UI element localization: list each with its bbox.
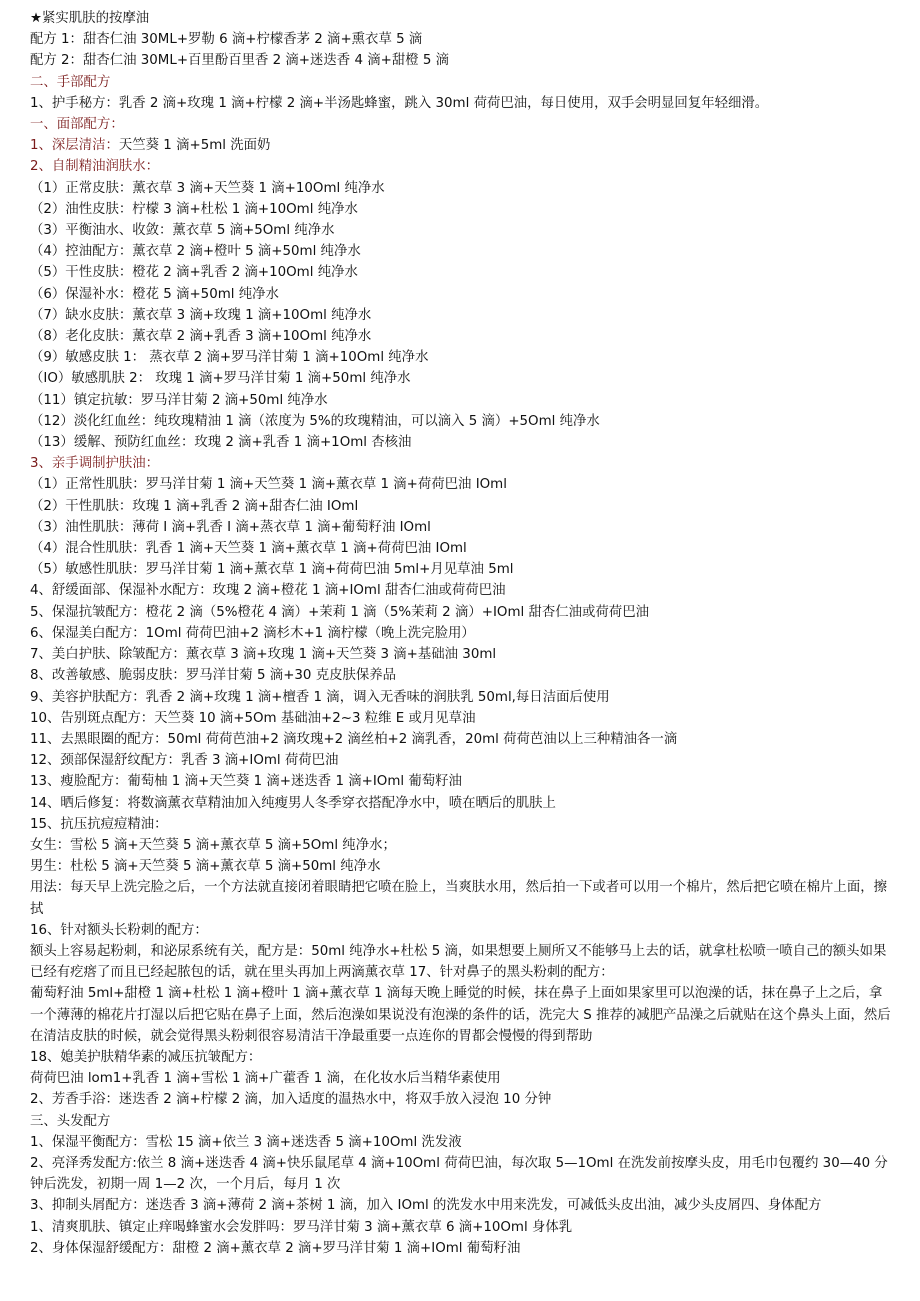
text-line bbox=[30, 29, 892, 50]
text-line bbox=[30, 305, 892, 326]
line-text: （5）敏感性肌肤：罗马洋甘菊 1 滴+薰衣草 1 滴+荷荷巴油 5ml+月见草油 5ml bbox=[30, 562, 514, 578]
text-line bbox=[30, 1068, 892, 1089]
text-line bbox=[30, 771, 892, 792]
text-line bbox=[30, 1089, 892, 1110]
line-text: （5）干性皮肤：橙花 2 滴+乳香 2 滴+10Oml 纯净水 bbox=[30, 265, 358, 281]
text-line bbox=[30, 559, 892, 580]
text-line bbox=[30, 50, 892, 71]
line-text: （2）油性皮肤：柠檬 3 滴+杜松 1 滴+10Oml 纯净水 bbox=[30, 201, 358, 217]
line-text: 女生：雪松 5 滴+天竺葵 5 滴+薰衣草 5 滴+5Oml 纯净水； bbox=[30, 837, 396, 853]
text-line bbox=[30, 1132, 892, 1153]
line-text: 18、媳美护肤精华素的减压抗皱配方： bbox=[30, 1049, 262, 1065]
section-heading: 一、面部配方： bbox=[30, 117, 124, 133]
text-line bbox=[30, 1195, 892, 1216]
text-line bbox=[30, 474, 892, 495]
line-text: （9）敏感皮肤 1： 蒸衣草 2 滴+罗马洋甘菊 1 滴+10Oml 纯净水 bbox=[30, 350, 429, 366]
line-text: 三、头发配方 bbox=[30, 1113, 111, 1129]
line-text: 2、身体保湿舒缓配方：甜橙 2 滴+薰衣草 2 滴+罗马洋甘菊 1 滴+IOml 葡萄籽油 bbox=[30, 1240, 521, 1256]
line-text: 2、亮泽秀发配方:依兰 8 滴+迷迭香 4 滴+快乐鼠尾草 4 滴+10Oml 荷荷巴油，每次取 5—1Oml 在洗发前按摩头皮，用毛巾包覆约 30—40 分钟后洗发，初期一周 1—2 次，一个月后，每月 1 次 bbox=[30, 1155, 888, 1193]
text-line bbox=[30, 856, 892, 877]
section-heading: 2、自制精油润肤水： bbox=[30, 159, 160, 175]
text-line bbox=[30, 941, 892, 983]
text-line bbox=[30, 1111, 892, 1132]
line-text: 1、清爽肌肤、镇定止痒喝蜂蜜水会发胖吗：罗马洋甘菊 3 滴+薰衣草 6 滴+10Oml 身体乳 bbox=[30, 1219, 573, 1235]
line-text: （12）淡化红血丝：纯玫瑰精油 1 滴（浓度为 5%的玫瑰精油，可以滴入 5 滴）+5Oml 纯净水 bbox=[30, 413, 600, 429]
text-line bbox=[30, 983, 892, 1047]
line-text: 9、美容护肤配方：乳香 2 滴+玫瑰 1 滴+檀香 1 滴，调入无香味的润肤乳 50ml,每日洁面后使用 bbox=[30, 689, 610, 705]
line-text: 配方 1：甜杏仁油 30ML+罗勒 6 滴+柠檬香茅 2 滴+熏衣草 5 滴 bbox=[30, 32, 423, 48]
text-line bbox=[30, 114, 892, 135]
line-text: 12、颈部保湿舒纹配方：乳香 3 滴+IOml 荷荷巴油 bbox=[30, 753, 339, 769]
line-text: 6、保湿美白配方：1Oml 荷荷巴油+2 滴杉木+1 滴柠檬（晚上洗完脸用） bbox=[30, 625, 475, 641]
text-line bbox=[30, 72, 892, 93]
section-heading: 3、亲手调制护肤油： bbox=[30, 456, 160, 472]
line-text: 10、告别斑点配方：天竺葵 10 滴+5Om 基础油+2~3 粒维 E 或月见草油 bbox=[30, 710, 476, 726]
text-line bbox=[30, 602, 892, 623]
section-heading: 二、手部配方 bbox=[30, 74, 111, 90]
text-line bbox=[30, 390, 892, 411]
line-text: （7）缺水皮肤：薰衣草 3 滴+玫瑰 1 滴+10Oml 纯净水 bbox=[30, 307, 372, 323]
text-line bbox=[30, 496, 892, 517]
line-text: （3）油性肌肤：薄荷 I 滴+乳香 I 滴+蒸衣草 1 滴+葡萄籽油 IOml bbox=[30, 519, 431, 535]
text-line bbox=[30, 368, 892, 389]
text-line bbox=[30, 411, 892, 432]
text-line bbox=[30, 793, 892, 814]
text-line bbox=[30, 453, 892, 474]
line-text: （1）正常性肌肤：罗马洋甘菊 1 滴+天竺葵 1 滴+薰衣草 1 滴+荷荷巴油 IOml bbox=[30, 477, 507, 493]
line-text: 额头上容易起粉刺，和泌尿系统有关，配方是：50ml 纯净水+杜松 5 滴，如果想要上厕所又不能够马上去的话，就拿杜松喷一喷自己的额头如果已经有疙瘩了而且已经起脓包的话，就在里头再加上两滴薰衣草 17、针对鼻子的黑头粉刺的配方： bbox=[30, 943, 887, 981]
line-text: （4）控油配方：薰衣草 2 滴+橙叶 5 滴+50ml 纯净水 bbox=[30, 244, 361, 260]
text-line bbox=[30, 1238, 892, 1259]
line-text: 14、晒后修复：将数滴薰衣草精油加入纯瘦男人冬季穿衣搭配净水中，喷在晒后的肌肤上 bbox=[30, 795, 556, 811]
line-text: （6）保湿补水：橙花 5 滴+50ml 纯净水 bbox=[30, 286, 279, 302]
line-text: （4）混合性肌肤：乳香 1 滴+天竺葵 1 滴+薰衣草 1 滴+荷荷巴油 IOml bbox=[30, 541, 467, 557]
line-text: （IO）敏感肌肤 2： 玫瑰 1 滴+罗马洋甘菊 1 滴+50ml 纯净水 bbox=[30, 371, 411, 387]
text-line bbox=[30, 93, 892, 114]
text-line bbox=[30, 262, 892, 283]
text-line bbox=[30, 199, 892, 220]
line-text: 1、护手秘方：乳香 2 滴+玫瑰 1 滴+柠檬 2 滴+半汤匙蜂蜜，跳入 30ml 荷荷巴油，每日使用，双手会明显回复年轻细滑。 bbox=[30, 95, 769, 111]
line-text: 5、保湿抗皱配方：橙花 2 滴（5%橙花 4 滴）+茉莉 1 滴（5%茉莉 2 滴）+IOml 甜杏仁油或荷荷巴油 bbox=[30, 604, 649, 620]
line-text: 天竺葵 1 滴+5ml 洗面奶 bbox=[118, 138, 271, 154]
text-line bbox=[30, 708, 892, 729]
line-text: 2、芳香手浴：迷迭香 2 滴+柠檬 2 滴，加入适度的温热水中，将双手放入浸泡 10 分钟 bbox=[30, 1092, 552, 1108]
line-text: 3、抑制头屑配方：迷迭香 3 滴+薄荷 2 滴+茶树 1 滴，加入 IOml 的洗发水中用来洗发，可减低头皮出油，减少头皮屑四、身体配方 bbox=[30, 1198, 822, 1214]
line-text: 11、去黑眼圈的配方：50ml 荷荷芭油+2 滴玫瑰+2 滴丝柏+2 滴乳香，20ml 荷荷芭油以上三种精油各一滴 bbox=[30, 731, 678, 747]
text-line bbox=[30, 178, 892, 199]
text-line bbox=[30, 814, 892, 835]
text-line bbox=[30, 220, 892, 241]
text-line bbox=[30, 729, 892, 750]
text-line bbox=[30, 687, 892, 708]
line-text: 13、瘦脸配方：葡萄柚 1 滴+天竺葵 1 滴+迷迭香 1 滴+IOml 葡萄籽油 bbox=[30, 774, 462, 790]
line-text: 用法：每天早上洗完脸之后，一个方法就直接闭着眼睛把它喷在脸上，当爽肤水用，然后拍一下或者可以用一个棉片，然后把它喷在棉片上面，擦拭 bbox=[30, 880, 887, 917]
text-line bbox=[30, 835, 892, 856]
text-line bbox=[30, 644, 892, 665]
text-line bbox=[30, 750, 892, 771]
text-line bbox=[30, 326, 892, 347]
text-line bbox=[30, 517, 892, 538]
line-text: 15、抗压抗痘痘精油： bbox=[30, 816, 168, 832]
text-line bbox=[30, 1047, 892, 1068]
line-text: （2）干性肌肤：玫瑰 1 滴+乳香 2 滴+甜杏仁油 IOml bbox=[30, 498, 359, 514]
text-line bbox=[30, 156, 892, 177]
line-text: （13）缓解、预防红血丝：玫瑰 2 滴+乳香 1 滴+1Oml 杏核油 bbox=[30, 435, 412, 451]
line-text: （11）镇定抗敏：罗马洋甘菊 2 滴+50ml 纯净水 bbox=[30, 392, 328, 408]
text-line bbox=[30, 135, 892, 156]
text-line bbox=[30, 580, 892, 601]
line-text: 男生：杜松 5 滴+天竺葵 5 滴+薰衣草 5 滴+50ml 纯净水 bbox=[30, 859, 381, 875]
text-line bbox=[30, 241, 892, 262]
line-text: （1）正常皮肤：薰衣草 3 滴+天竺葵 1 滴+10Oml 纯净水 bbox=[30, 180, 385, 196]
line-text: 荷荷巴油 lom1+乳香 1 滴+雪松 1 滴+广藿香 1 滴，在化妆水后当精华素使用 bbox=[30, 1071, 501, 1087]
line-text: 配方 2：甜杏仁油 30ML+百里酚百里香 2 滴+迷迭香 4 滴+甜橙 5 滴 bbox=[30, 53, 450, 69]
line-text: 1、保湿平衡配方：雪松 15 滴+依兰 3 滴+迷迭香 5 滴+10Oml 洗发液 bbox=[30, 1134, 462, 1150]
line-text: 8、改善敏感、脆弱皮肤：罗马洋甘菊 5 滴+30 克皮肤保养品 bbox=[30, 668, 397, 684]
text-line bbox=[30, 920, 892, 941]
line-text: （3）平衡油水、收敛：薰衣草 5 滴+5Oml 纯净水 bbox=[30, 223, 335, 239]
text-line bbox=[30, 538, 892, 559]
text-line bbox=[30, 623, 892, 644]
line-text: （8）老化皮肤：薰衣草 2 滴+乳香 3 滴+10Oml 纯净水 bbox=[30, 329, 372, 345]
text-line bbox=[30, 1217, 892, 1238]
line-text: 葡萄籽油 5ml+甜橙 1 滴+杜松 1 滴+橙叶 1 滴+薰衣草 1 滴每天晚上睡觉的时候，抹在鼻子上面如果家里可以泡澡的话，抹在鼻子上之后，拿一个薄薄的棉花片打湿以后把它贴在鼻子上面，然后泡澡如果说没有泡澡的条件的话，洗完大 S 推荐的减肥产品澡之后就贴在这个鼻头上面，然后在清洁皮肤的时候，就会觉得黑头粉刺很容易清洁干净最重要一点连你的胃都会慢慢的得到帮助 bbox=[30, 986, 891, 1044]
line-text: 16、针对额头长粉刺的配方： bbox=[30, 922, 208, 938]
text-line bbox=[30, 347, 892, 368]
text-line bbox=[30, 284, 892, 305]
text-line bbox=[30, 432, 892, 453]
section-heading: 1、深层清洁： bbox=[30, 138, 119, 154]
page-title: ★紧实肌肤的按摩油 bbox=[30, 11, 150, 26]
text-line bbox=[30, 877, 892, 919]
text-line bbox=[30, 8, 892, 29]
text-line bbox=[30, 1153, 892, 1195]
line-text: 4、舒缓面部、保湿补水配方：玫瑰 2 滴+橙花 1 滴+IOml 甜杏仁油或荷荷巴油 bbox=[30, 583, 506, 599]
line-text: 7、美白护肤、除皱配方：薰衣草 3 滴+玫瑰 1 滴+天竺葵 3 滴+基础油 30ml bbox=[30, 647, 497, 663]
text-line bbox=[30, 665, 892, 686]
